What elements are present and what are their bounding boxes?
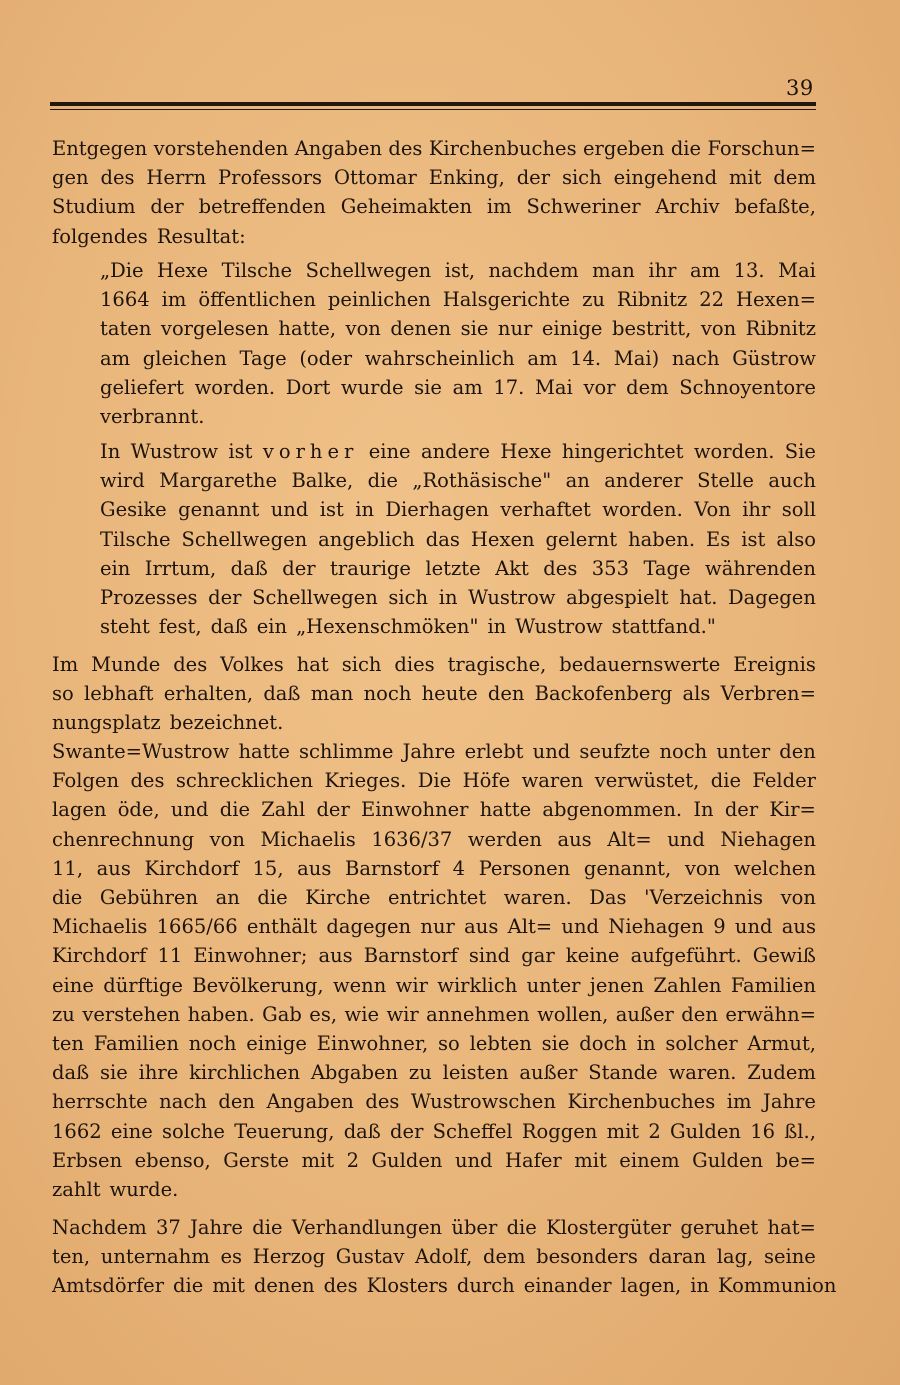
text-line: lagen öde, und die Zahl der Einwohner hatte abgenommen. In der Kir= [52,798,816,822]
text-line: die Gebühren an die Kirche entrichtet waren. Das 'Verzeichnis von [52,886,816,909]
text-line: zahlt wurde. [52,1178,179,1201]
text-line: taten vorgelesen hatte, von denen sie nur einige bestritt, von Ribnitz [100,317,816,341]
text-line: Amtsdörfer die mit denen des Klosters durch einander lagen, in Kommunion [52,1274,837,1298]
header-rule-thin [50,109,816,110]
text-line: Nachdem 37 Jahre die Verhandlungen über die Klostergüter geruhet hat= [52,1216,816,1239]
text-line: steht fest, daß ein „Hexenschmöken" in Wustrow stattfand." [100,615,716,639]
text-line: folgendes Resultat: [52,224,246,248]
text-line: chenrechnung von Michaelis 1636/37 werden aus Alt= und Niehagen [52,827,816,851]
text-line: Erbsen ebenso, Gerste mit 2 Gulden und Hafer mit einem Gulden be= [52,1148,816,1172]
page-number: 39 [786,76,814,100]
text-line: geliefert worden. Dort wurde sie am 17. Mai vor dem Schnoyentore [100,375,816,399]
text-line: verbrannt. [100,405,205,428]
text-line: Kirchdorf 11 Einwohner; aus Barnstorf sind gar keine aufgeführt. Gewiß [52,944,816,968]
text-line: nungsplatz bezeichnet. [52,711,284,735]
text-line: eine dürftige Bevölkerung, wenn wir wirklich unter jenen Zahlen Familien [52,973,816,997]
text-line: 1662 eine solche Teuerung, daß der Scheffel Roggen mit 2 Gulden 16 ßl., [52,1119,816,1143]
text-line: ten Familien noch einige Einwohner, so lebten sie doch in solcher Armut, [52,1032,816,1055]
text-line: Studium der betreffenden Geheimakten im Schweriner Archiv befaßte, [52,195,816,219]
text-line: „Die Hexe Tilsche Schellwegen ist, nachdem man ihr am 13. Mai [100,259,816,282]
text-line: ten, unternahm es Herzog Gustav Adolf, dem besonders daran lag, seine [52,1245,816,1269]
text-line: so lebhaft erhalten, daß man noch heute den Backofenberg als Verbren= [52,682,816,706]
text-line: In Wustrow ist vorher eine andere Hexe hingerichtet worden. Sie [100,440,816,463]
text-line: herrschte nach den Angaben des Wustrowschen Kirchenbuches im Jahre [52,1090,816,1114]
text-line: zu verstehen haben. Gab es, wie wir annehmen wollen, außer den erwähn= [52,1002,816,1026]
text-line: 1664 im öffentlichen peinlichen Halsgerichte zu Ribnitz 22 Hexen= [100,288,816,312]
text-line: gen des Herrn Professors Ottomar Enking, der sich eingehend mit dem [52,166,816,190]
text-line: Michaelis 1665/66 enthält dagegen nur aus Alt= und Niehagen 9 und aus [52,915,816,939]
text-line: Tilsche Schellwegen angeblich das Hexen gelernt haben. Es ist also [100,527,816,551]
header-rule-thick [50,102,816,106]
text-line: Folgen des schrecklichen Krieges. Die Höfe waren verwüstet, die Felder [52,769,816,793]
text-line: Prozesses der Schellwegen sich in Wustrow abgespielt hat. Dagegen [100,586,816,609]
text-line: wird Margarethe Balke, die „Rothäsische" an anderer Stelle auch [100,469,816,493]
text-line: Gesike genannt und ist in Dierhagen verhaftet worden. Von ihr soll [100,498,816,522]
text-line: am gleichen Tage (oder wahrscheinlich am 14. Mai) nach Güstrow [100,346,816,370]
text-line: Swante=Wustrow hatte schlimme Jahre erlebt und seufzte noch unter den [52,740,816,763]
text-line: daß sie ihre kirchlichen Abgaben zu leisten außer Stande waren. Zudem [52,1061,816,1085]
text-line: ein Irrtum, daß der traurige letzte Akt des 353 Tage währenden [100,556,816,580]
text-line: Entgegen vorstehenden Angaben des Kirchenbuches ergeben die Forschun= [52,137,816,160]
text-line: Im Munde des Volkes hat sich dies tragische, bedauernswerte Ereignis [52,653,816,676]
text-line: 11, aus Kirchdorf 15, aus Barnstorf 4 Personen genannt, von welchen [52,856,816,880]
